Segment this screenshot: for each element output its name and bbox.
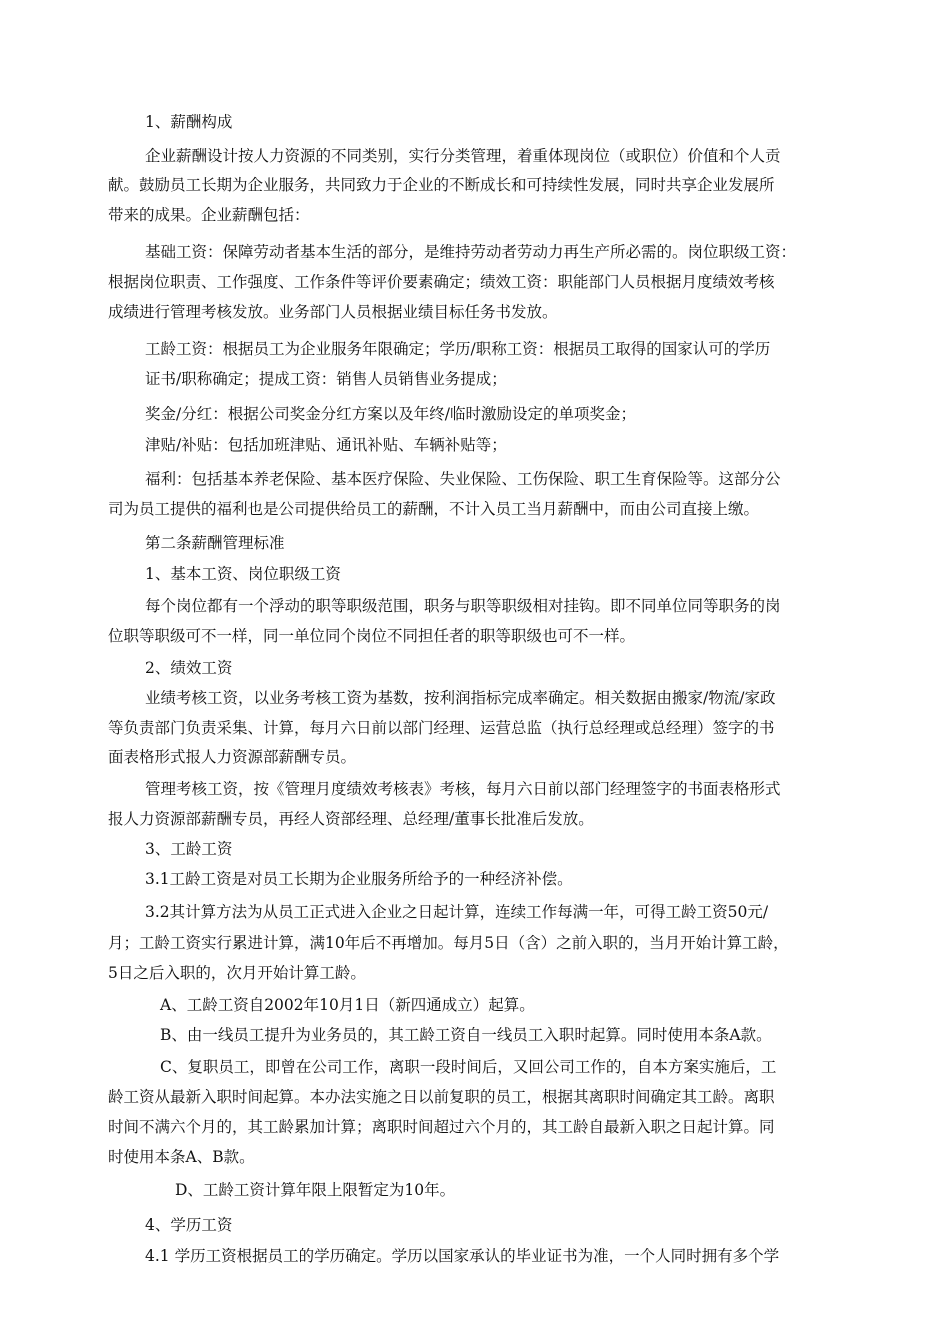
paragraph-line: 面表格形式报人力资源部薪酬专员。 (108, 748, 357, 766)
section-heading-seniority-pay: 3、工龄工资 (145, 840, 233, 858)
clause-b: B、由一线员工提升为业务员的，其工龄工资自一线员工入职时起算。同时使用本条A款。 (160, 1026, 772, 1044)
paragraph-line: 奖金/分红：根据公司奖金分红方案以及年终/临时激励设定的单项奖金； (145, 405, 636, 423)
clause-d: D、工龄工资计算年限上限暂定为10年。 (175, 1181, 456, 1199)
paragraph-line: 福利：包括基本养老保险、基本医疗保险、失业保险、工伤保险、职工生育保险等。这部分公 (145, 470, 781, 488)
paragraph-line: 报人力资源部薪酬专员，再经人资部经理、总经理/董事长批准后发放。 (108, 810, 594, 828)
paragraph-line: 司为员工提供的福利也是公司提供给员工的薪酬，不计入员工当月薪酬中，而由公司直接上缴。 (108, 500, 760, 518)
clause-3-2: 3.2其计算方法为从员工正式进入企业之日起计算，连续工作每满一年，可得工龄工资50元/ (145, 903, 769, 921)
section-heading-performance-pay: 2、绩效工资 (145, 659, 233, 677)
paragraph-line: 业绩考核工资，以业务考核工资为基数，按利润指标完成率确定。相关数据由搬家/物流/家政 (145, 689, 776, 707)
paragraph-line: 每个岗位都有一个浮动的职等职级范围，职务与职等职级相对挂钩。即不同单位同等职务的岗 (145, 597, 781, 615)
paragraph-line: 根据岗位职责、工作强度、工作条件等评价要素确定；绩效工资：职能部门人员根据月度绩效考核 (108, 273, 775, 291)
clause-4-1: 4.1 学历工资根据员工的学历确定。学历以国家承认的毕业证书为准，一个人同时拥有多个学 (145, 1247, 780, 1265)
paragraph-line: 带来的成果。企业薪酬包括： (108, 206, 310, 224)
paragraph-line: 津贴/补贴：包括加班津贴、通讯补贴、车辆补贴等； (145, 436, 507, 454)
paragraph-line: 基础工资：保障劳动者基本生活的部分，是维持劳动者劳动力再生产所必需的。岗位职级工资： (145, 243, 797, 261)
section-heading-education-pay: 4、学历工资 (145, 1216, 233, 1234)
section-heading-salary-composition: 1、薪酬构成 (145, 113, 233, 131)
clause-3-1: 3.1工龄工资是对员工长期为企业服务所给予的一种经济补偿。 (145, 870, 573, 888)
section-heading-base-salary: 1、基本工资、岗位职级工资 (145, 565, 341, 583)
paragraph-line: 位职等职级可不一样，同一单位同个岗位不同担任者的职等职级也可不一样。 (108, 627, 636, 645)
paragraph-line: 等负责部门负责采集、计算，每月六日前以部门经理、运营总监（执行总经理或总经理）签字的书 (108, 719, 775, 737)
paragraph-line: 时使用本条A、B款。 (108, 1148, 255, 1166)
paragraph-line: 管理考核工资，按《管理月度绩效考核表》考核，每月六日前以部门经理签字的书面表格形式 (145, 780, 781, 798)
paragraph-line: 成绩进行管理考核发放。业务部门人员根据业绩目标任务书发放。 (108, 303, 558, 321)
article-heading-2: 第二条薪酬管理标准 (145, 534, 285, 552)
paragraph-line: 证书/职称确定；提成工资：销售人员销售业务提成； (145, 370, 507, 388)
paragraph-line: 5日之后入职的，次月开始计算工龄。 (108, 964, 366, 982)
paragraph-line: 时间不满六个月的，其工龄累加计算；离职时间超过六个月的，其工龄自最新入职之日起计算。同 (108, 1118, 775, 1136)
paragraph-line: 工龄工资：根据员工为企业服务年限确定；学历/职称工资：根据员工取得的国家认可的学历 (145, 340, 771, 358)
paragraph-line: 龄工资从最新入职时间起算。本办法实施之日以前复职的员工，根据其离职时间确定其工龄。离职 (108, 1088, 775, 1106)
paragraph-line: 献。鼓励员工长期为企业服务，共同致力于企业的不断成长和可持续性发展，同时共享企业发展所 (108, 176, 775, 194)
clause-a: A、工龄工资自2002年10月1日（新四通成立）起算。 (160, 996, 535, 1014)
paragraph-line: 企业薪酬设计按人力资源的不同类别，实行分类管理，着重体现岗位（或职位）价值和个人贡 (145, 147, 781, 165)
paragraph-line: 月；工龄工资实行累进计算，满10年后不再增加。每月5日（含）之前入职的，当月开始计算工龄， (108, 934, 789, 952)
clause-c: C、复职员工，即曾在公司工作，离职一段时间后，又回公司工作的，自本方案实施后，工 (160, 1058, 777, 1076)
